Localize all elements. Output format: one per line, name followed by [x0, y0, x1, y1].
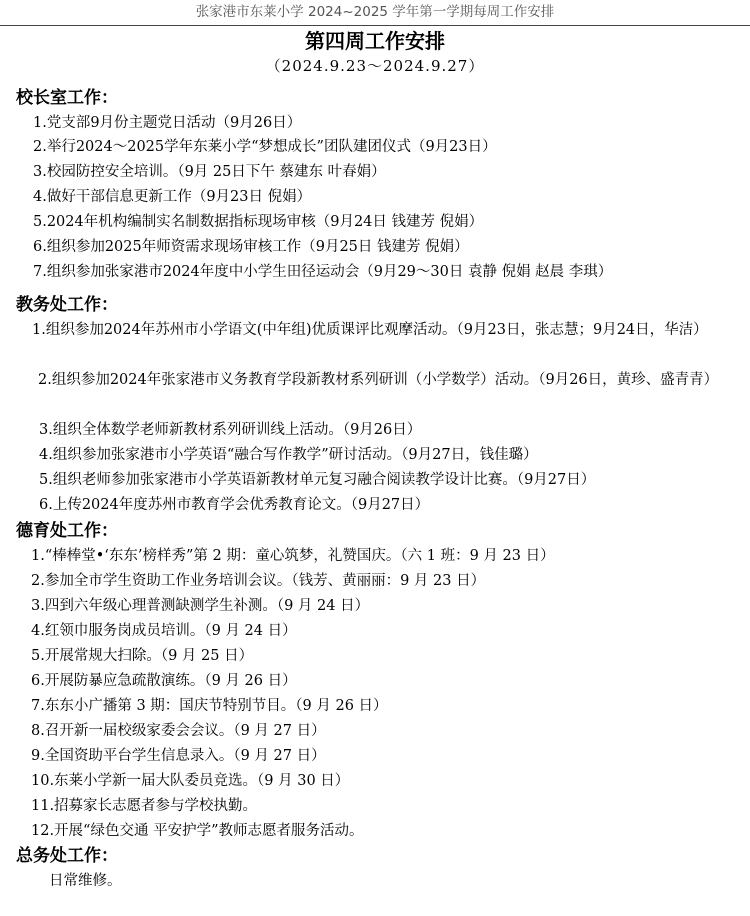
section-title-principal: 校长室工作：	[16, 88, 118, 108]
general-item: 日常维修。	[49, 873, 122, 889]
date-range: （2024.9.23～2024.9.27）	[265, 57, 485, 75]
moral-item: 1.“棒棒堂•‘东东’榜样秀”第 2 期：童心筑梦，礼赞国庆。（六 1 班：9 月 23 日）	[31, 548, 555, 564]
academic-item: 1.组织参加2024年苏州市小学语文(中年组)优质课评比观摩活动。（9月23日，张志慧；9月24日，华洁）	[32, 322, 708, 338]
principal-item: 4.做好干部信息更新工作（9月23日 倪娟）	[33, 189, 312, 205]
moral-item: 4.红领巾服务岗成员培训。（9 月 24 日）	[31, 623, 297, 639]
moral-item: 5.开展常规大扫除。（9 月 25 日）	[31, 648, 254, 664]
moral-item: 7.东东小广播第 3 期：国庆节特别节目。（9 月 26 日）	[31, 698, 388, 714]
section-title-moral: 德育处工作：	[16, 521, 118, 541]
page-title: 第四周工作安排	[305, 29, 445, 53]
moral-item: 6.开展防暴应急疏散演练。（9 月 26 日）	[31, 673, 297, 689]
page-header: 张家港市东莱小学 2024~2025 学年第一学期每周工作安排	[0, 0, 750, 26]
moral-item: 3.四到六年级心理普测缺测学生补测。（9 月 24 日）	[31, 598, 370, 614]
moral-item: 2.参加全市学生资助工作业务培训会议。（钱芳、黄丽丽：9 月 23 日）	[31, 573, 486, 589]
principal-item: 5.2024年机构编制实名制数据指标现场审核（9月24日 钱建芳 倪娟）	[33, 214, 484, 230]
moral-item: 9.全国资助平台学生信息录入。（9 月 27 日）	[31, 748, 326, 764]
academic-item: 3.组织全体数学老师新教材系列研训线上活动。（9月26日）	[39, 422, 422, 438]
moral-item: 11.招募家长志愿者参与学校执勤。	[31, 798, 258, 814]
principal-item: 7.组织参加张家港市2024年度中小学生田径运动会（9月29～30日 袁静 倪娟 赵晨 李琪）	[33, 264, 613, 280]
academic-item: 5.组织老师参加张家港市小学英语新教材单元复习融合阅读教学设计比赛。（9月27日）	[39, 472, 596, 488]
section-title-general: 总务处工作：	[16, 846, 118, 866]
moral-item: 8.召开新一届校级家委会会议。（9 月 27 日）	[31, 723, 326, 739]
moral-item: 10.东莱小学新一届大队委员竞选。（9 月 30 日）	[31, 773, 350, 789]
academic-item: 6.上传2024年度苏州市教育学会优秀教育论文。（9月27日）	[39, 497, 430, 513]
principal-item: 6.组织参加2025年师资需求现场审核工作（9月25日 钱建芳 倪娟）	[33, 239, 469, 255]
academic-item: 2.组织参加2024年张家港市义务教育学段新教材系列研训（小学数学）活动。（9月26日，黄珍、盛青青）	[38, 372, 719, 388]
principal-item: 2.举行2024～2025学年东莱小学“梦想成长”团队建团仪式（9月23日）	[33, 139, 497, 155]
principal-item: 1.党支部9月份主题党日活动（9月26日）	[33, 115, 302, 131]
principal-item: 3.校园防控安全培训。（9月 25日下午 蔡建东 叶春娟）	[33, 164, 386, 180]
section-title-academic: 教务处工作：	[16, 295, 118, 315]
academic-item: 4.组织参加张家港市小学英语“融合写作教学”研讨活动。（9月27日，钱佳璐）	[39, 447, 538, 463]
moral-item: 12.开展“绿色交通 平安护学”教师志愿者服务活动。	[31, 823, 364, 839]
